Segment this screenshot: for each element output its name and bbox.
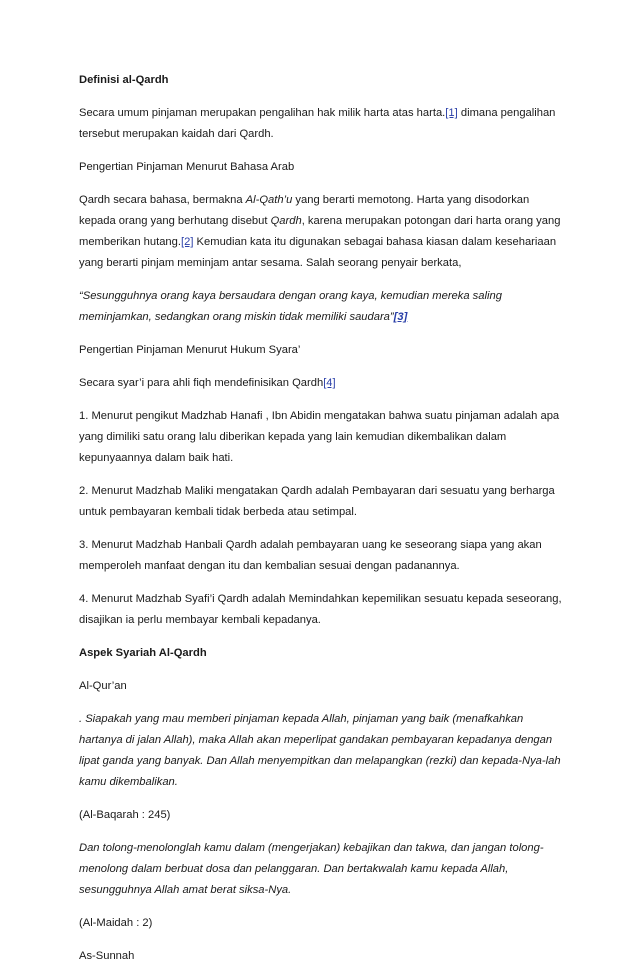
p3-b-italic: Qardh — [270, 215, 302, 227]
verse-maidah: Dan tolong-menolonglah kamu dalam (mengerjakan) kebajikan dan takwa, dan jangan tolong-menolong dalam berbuat dosa dan pelanggaran. Dan bertakwalah kamu kepada Allah, sesungguhnya Allah amat berat siksa-Nya. — [79, 842, 544, 896]
verse-baqarah: . Siapakah yang mau memberi pinjaman kepada Allah, pinjaman yang baik (menafkahkan hartanya di jalan Allah), maka Allah akan meperlipat gandakan pembayaran kepadanya dengan lipat ganda yang banyak. Dan Allah menyempitkan dan melapangkan (rezki) dan kepada-Nya-lah kamu dikembalikan. — [79, 713, 561, 788]
p3-c: , karena merupakan potongan dari harta orang yang memberikan hutang. — [79, 215, 561, 248]
p3-a-italic: Al-Qath’u — [245, 194, 293, 206]
paragraph-6 — [79, 373, 563, 394]
subheading-assunnah: As-Sunnah — [79, 950, 135, 962]
footnote-link-3[interactable]: [3] — [393, 311, 408, 323]
footnote-link-4[interactable]: [4] — [323, 377, 336, 389]
citation-baqarah: (Al-Baqarah : 245) — [79, 809, 171, 821]
paragraph-1 — [79, 103, 563, 145]
subheading-alquran: Al-Qur’an — [79, 680, 127, 692]
document-page — [79, 70, 563, 979]
paragraph-3 — [79, 190, 563, 274]
paragraph-1-text2: dimana pengalihan tersebut merupakan kaidah dari Qardh. — [79, 107, 556, 140]
heading-aspek-syariah: Aspek Syariah Al-Qardh — [79, 647, 207, 659]
paragraph-1-text: Secara umum pinjaman merupakan pengalihan hak milik harta atas harta. — [79, 107, 446, 119]
footnote-link-1[interactable]: [1] — [445, 107, 458, 119]
definition-maliki: 2. Menurut Madzhab Maliki mengatakan Qardh adalah Pembayaran dari sesuatu yang berharga untuk pembayaran kembali tidak berbeda atau setimpal. — [79, 485, 555, 518]
quote-text: “Sesungguhnya orang kaya bersaudara dengan orang kaya, kemudian mereka saling meminjamkan, sedangkan orang miskin tidak memiliki saudara” — [79, 290, 502, 323]
definition-hanbali: 3. Menurut Madzhab Hanbali Qardh adalah pembayaran uang ke seseorang siapa yang akan memperoleh manfaat dengan itu dan kembalian sesuai dengan padanannya. — [79, 539, 542, 572]
citation-maidah: (Al-Maidah : 2) — [79, 917, 153, 929]
quote-paragraph — [79, 286, 563, 328]
definition-hanafi: 1. Menurut pengikut Madzhab Hanafi , Ibn Abidin mengatakan bahwa suatu pinjaman adalah apa yang dimiliki satu orang lalu diberikan kepada yang lain kemudian dikembalikan dalam kepunyaannya dalam baik hati. — [79, 410, 560, 464]
subheading-bahasa-arab: Pengertian Pinjaman Menurut Bahasa Arab — [79, 161, 295, 173]
p3-a: Qardh secara bahasa, bermakna — [79, 194, 246, 206]
footnote-link-2[interactable]: [2] — [181, 236, 194, 248]
p3-b: yang berarti memotong. Harta yang disodorkan kepada orang yang berhutang disebut — [79, 194, 530, 227]
p3-d: Kemudian kata itu digunakan sebagai bahasa kiasan dalam kesehariaan yang berarti pinjam meminjam antar sesama. Salah seorang penyair berkata, — [79, 236, 557, 269]
p6-text: Secara syar’i para ahli fiqh mendefinisikan Qardh — [79, 377, 324, 389]
subheading-hukum-syara: Pengertian Pinjaman Menurut Hukum Syara’ — [79, 344, 301, 356]
heading-definisi: Definisi al-Qardh — [79, 74, 169, 86]
definition-syafii: 4. Menurut Madzhab Syafi’i Qardh adalah Memindahkan kepemilikan sesuatu kepada seseorang, disajikan ia perlu membayar kembali kepadanya. — [79, 593, 562, 626]
